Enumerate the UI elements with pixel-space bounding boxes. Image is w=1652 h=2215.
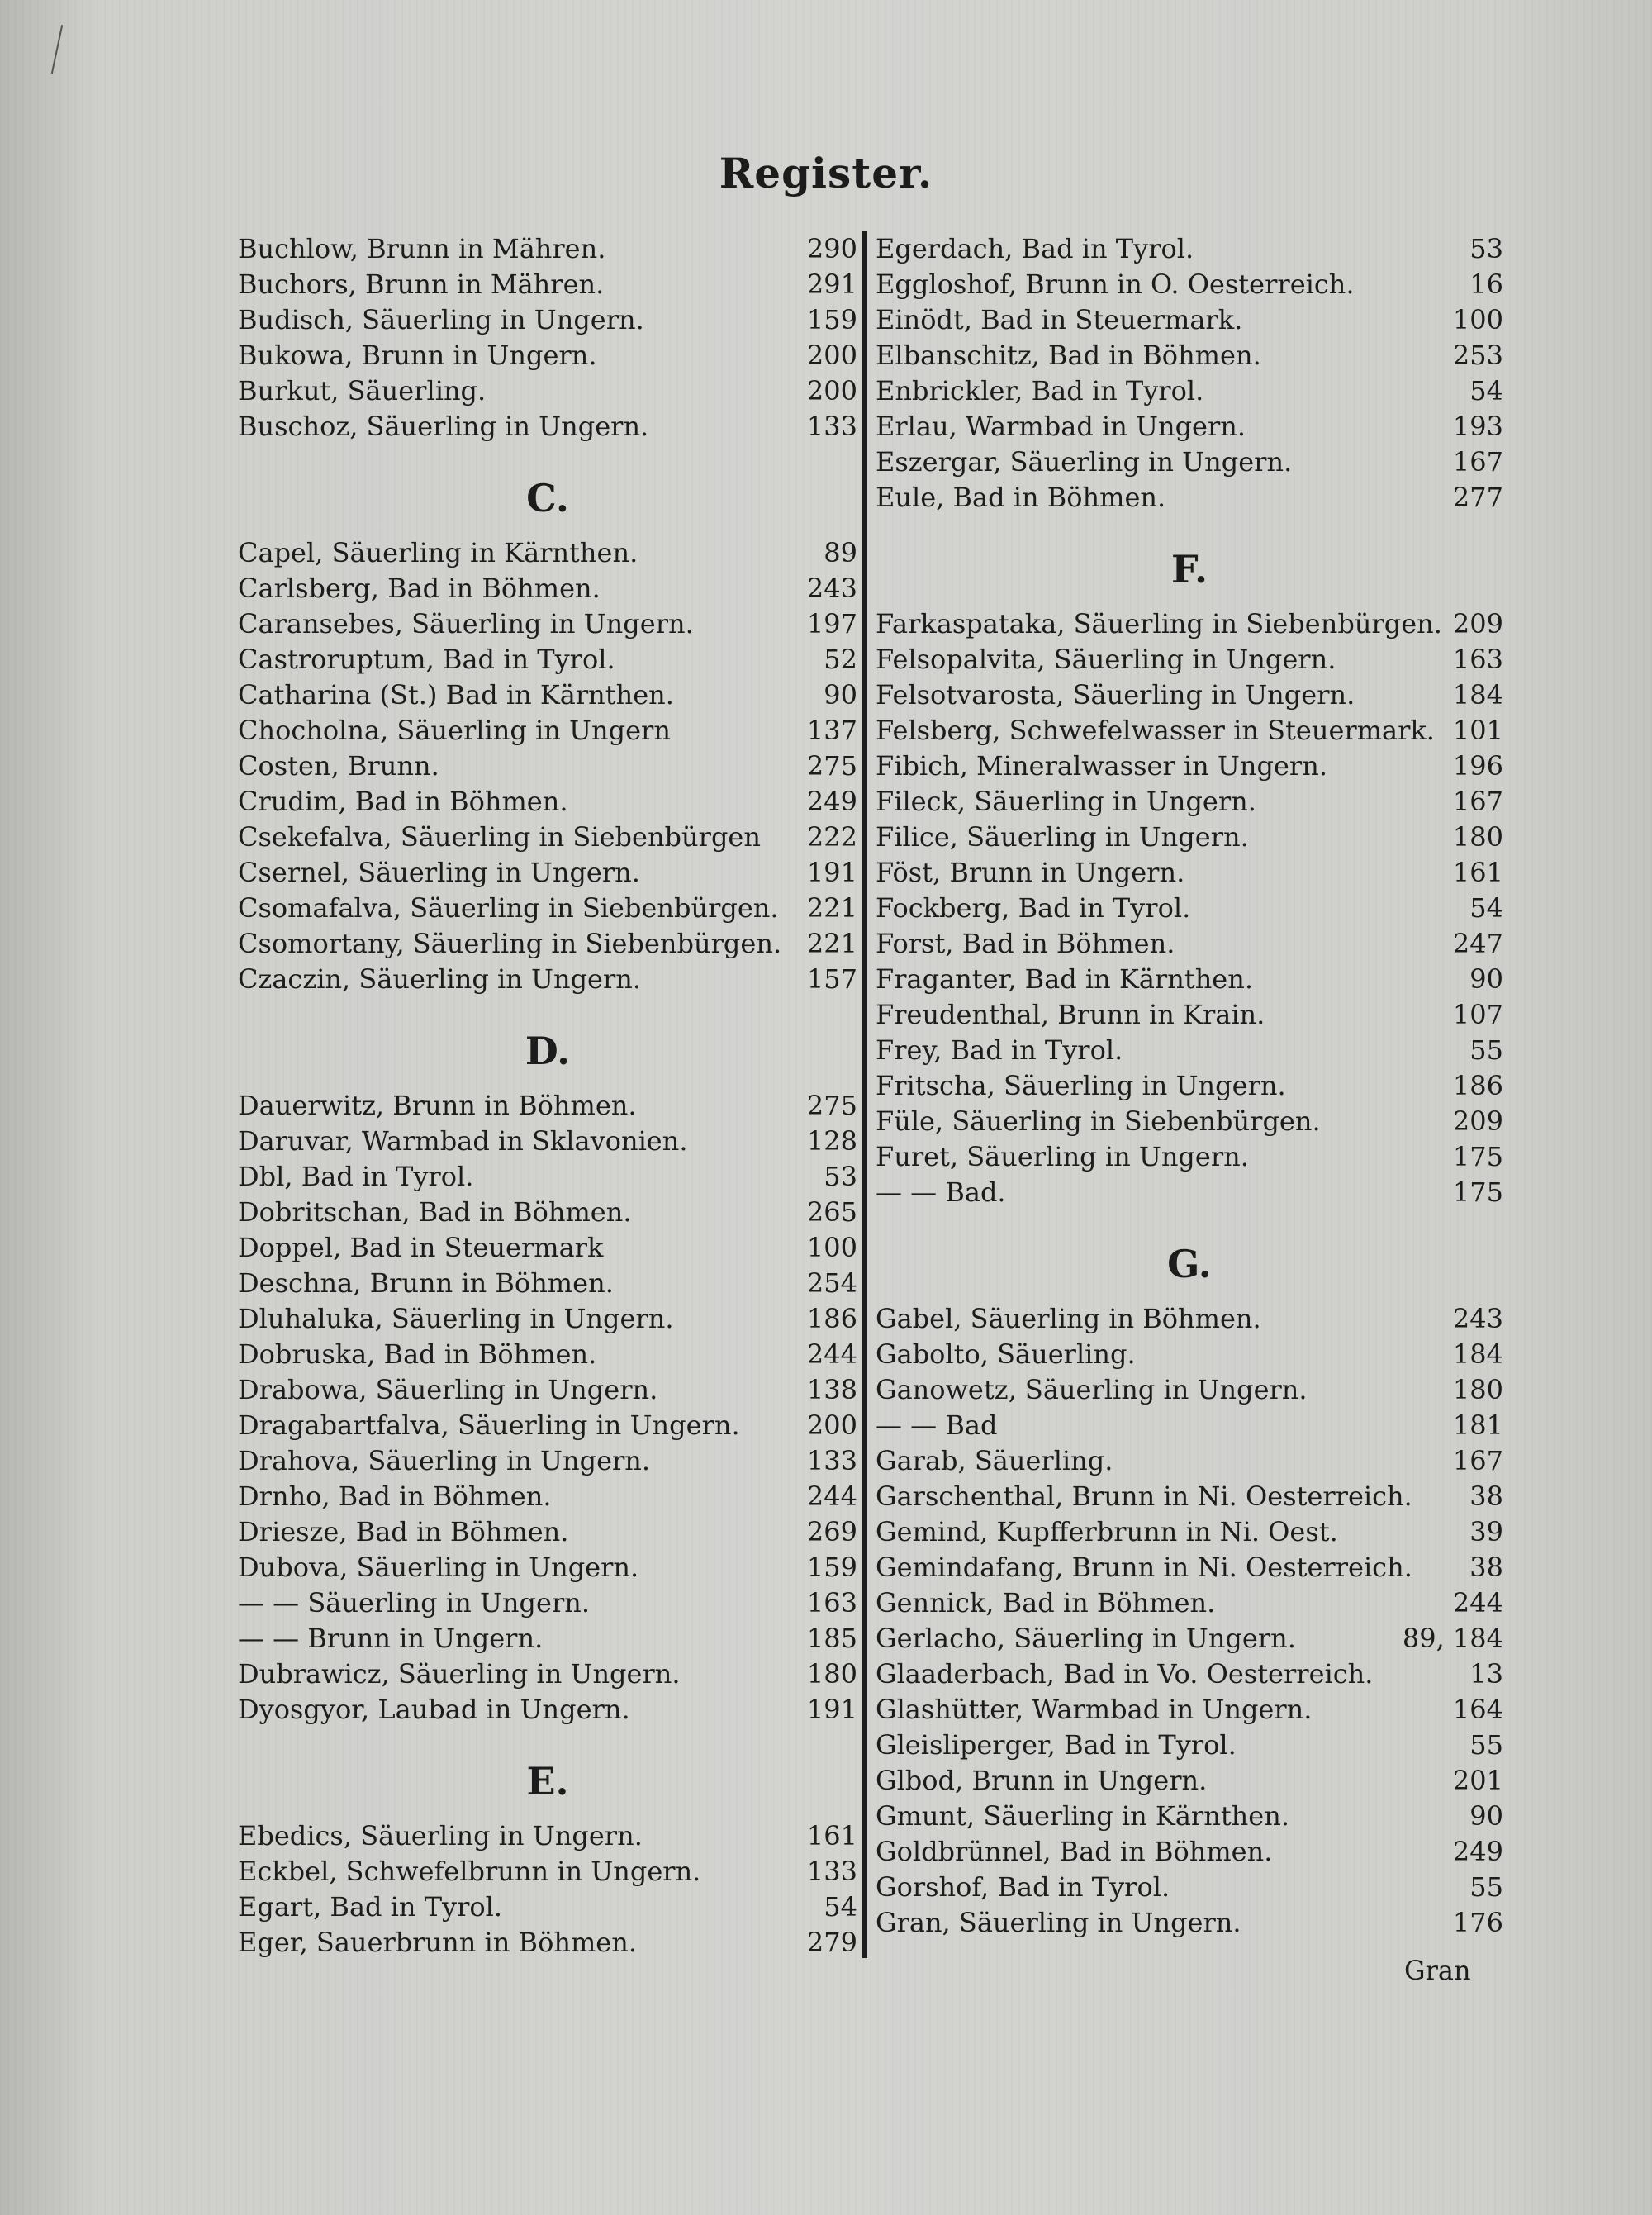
index-entry-row [876, 444, 1503, 480]
page-edge-mark [51, 25, 66, 74]
page-number: 222 [806, 821, 857, 853]
index-entry-row [238, 1692, 857, 1728]
page-number: 191 [806, 1694, 857, 1725]
index-entry-row [876, 855, 1503, 891]
index-entry-row [238, 338, 857, 373]
page-number: 52 [824, 644, 857, 675]
page-number: 38 [1469, 1481, 1503, 1512]
page-number: 39 [1469, 1516, 1503, 1547]
entry-text: Capel, Säuerling in Kärnthen. [238, 537, 638, 568]
page-number: 196 [1452, 750, 1503, 782]
entry-text: Gleisliperger, Bad in Tyrol. [876, 1729, 1237, 1761]
index-entry-row [876, 1728, 1503, 1763]
page-number: 133 [806, 1445, 857, 1476]
column-divider [862, 231, 867, 1958]
page-number: 175 [1452, 1176, 1503, 1208]
page-number: 181 [1452, 1409, 1503, 1441]
page-number: 247 [1452, 928, 1503, 959]
page-number: 100 [1452, 304, 1503, 335]
index-entry-row [876, 1443, 1503, 1479]
index-entry-row [238, 1124, 857, 1159]
index-entry-row [876, 1692, 1503, 1728]
entry-text: Costen, Brunn. [238, 750, 439, 782]
entry-text: Fockberg, Bad in Tyrol. [876, 892, 1191, 924]
index-entry-row [238, 820, 857, 855]
entry-text: Dobruska, Bad in Böhmen. [238, 1338, 597, 1370]
entry-text: Carlsberg, Bad in Böhmen. [238, 573, 601, 604]
page-number: 138 [806, 1374, 857, 1405]
entry-text: Gorshof, Bad in Tyrol. [876, 1871, 1170, 1903]
entry-text: Csekefalva, Säuerling in Siebenbürgen [238, 821, 761, 853]
entry-text: Catharina (St.) Bad in Kärnthen. [238, 679, 674, 711]
page-number: 249 [1452, 1836, 1503, 1867]
page-number: 167 [1452, 1445, 1503, 1476]
entry-text: Eger, Sauerbrunn in Böhmen. [238, 1927, 637, 1958]
page-number: 161 [806, 1820, 857, 1851]
index-entry-row [876, 606, 1503, 642]
page-number: 13 [1469, 1658, 1503, 1690]
entry-text: Burkut, Säuerling. [238, 375, 487, 406]
page-number: 55 [1469, 1729, 1503, 1761]
index-entry-row [238, 1621, 857, 1656]
index-entry-row [238, 713, 857, 749]
page-number: 221 [806, 928, 857, 959]
section-letter: G. [1167, 1242, 1212, 1286]
entry-text: Föst, Brunn in Ungern. [876, 857, 1185, 888]
index-entry-row [238, 1443, 857, 1479]
index-entry-row [238, 1479, 857, 1514]
index-entry-row [876, 1514, 1503, 1550]
entry-text: Csernel, Säuerling in Ungern. [238, 857, 640, 888]
page-number: 89, 184 [1402, 1623, 1503, 1654]
index-entry-row [876, 480, 1503, 516]
index-entry-row [238, 855, 857, 891]
index-entry-row [238, 1372, 857, 1408]
entry-text: Dobritschan, Bad in Böhmen. [238, 1196, 632, 1228]
page-number: 200 [806, 340, 857, 371]
entry-text: Freudenthal, Brunn in Krain. [876, 999, 1265, 1030]
index-entry-row [876, 302, 1503, 338]
index-entry-row [238, 409, 857, 444]
page-number: 200 [806, 1409, 857, 1441]
entry-text: Castroruptum, Bad in Tyrol. [238, 644, 615, 675]
section-letter: F. [1170, 547, 1208, 592]
index-entry-row [876, 1870, 1503, 1905]
index-entry-row [238, 784, 857, 820]
entry-text: Daruvar, Warmbad in Sklavonien. [238, 1125, 688, 1157]
page-number: 161 [1452, 857, 1503, 888]
page-number: 90 [824, 679, 857, 711]
left-column [238, 231, 857, 1961]
entry-text: Budisch, Säuerling in Ungern. [238, 304, 644, 335]
page-number: 164 [1452, 1694, 1503, 1725]
page-number: 54 [1469, 375, 1503, 406]
index-entry-row [238, 302, 857, 338]
entry-text: Gabolto, Säuerling. [876, 1338, 1136, 1370]
index-entry-row [238, 1925, 857, 1961]
page-number: 184 [1452, 679, 1503, 711]
entry-text: Csomafalva, Säuerling in Siebenbürgen. [238, 892, 779, 924]
page-number: 244 [806, 1338, 857, 1370]
page-number: 186 [1452, 1070, 1503, 1101]
entry-text: Drnho, Bad in Böhmen. [238, 1481, 552, 1512]
page-number: 55 [1469, 1034, 1503, 1066]
index-entry-row [876, 409, 1503, 444]
index-entry-row [238, 1266, 857, 1301]
index-entry-row [876, 1301, 1503, 1337]
page-number: 197 [806, 608, 857, 639]
entry-text: — — Bad. [876, 1176, 1006, 1208]
entry-text: Fibich, Mineralwasser in Ungern. [876, 750, 1327, 782]
page-number: 133 [806, 411, 857, 442]
index-entry-row [238, 1301, 857, 1337]
index-entry-row [238, 749, 857, 784]
page-number: 209 [1452, 608, 1503, 639]
page-number: 54 [1469, 892, 1503, 924]
index-entry-row [876, 1799, 1503, 1834]
entry-text: Eggloshof, Brunn in O. Oesterreich. [876, 269, 1355, 300]
page-number: 53 [824, 1161, 857, 1192]
page-number: 157 [806, 963, 857, 995]
entry-text: Gennick, Bad in Böhmen. [876, 1587, 1216, 1618]
entry-text: Dbl, Bad in Tyrol. [238, 1161, 474, 1192]
page-number: 16 [1469, 269, 1503, 300]
entry-text: Garschenthal, Brunn in Ni. Oesterreich. [876, 1481, 1412, 1512]
page-title: Register. [719, 149, 933, 197]
page-number: 55 [1469, 1871, 1503, 1903]
entry-text: Eszergar, Säuerling in Ungern. [876, 446, 1293, 478]
entry-text: Gran, Säuerling in Ungern. [876, 1907, 1241, 1938]
entry-text: Enbrickler, Bad in Tyrol. [876, 375, 1204, 406]
index-entry-row [238, 1550, 857, 1585]
index-entry-row [876, 677, 1503, 713]
entry-text: Doppel, Bad in Steuermark [238, 1232, 604, 1263]
page-number: 200 [806, 375, 857, 406]
page-number: 191 [806, 857, 857, 888]
page-number: 277 [1452, 482, 1503, 513]
entry-text: — — Brunn in Ungern. [238, 1623, 544, 1654]
page-number: 193 [1452, 411, 1503, 442]
entry-text: Buschoz, Säuerling in Ungern. [238, 411, 649, 442]
index-entry-row [876, 1479, 1503, 1514]
page-number: 243 [806, 573, 857, 604]
page-number: 291 [806, 269, 857, 300]
index-entry-row [876, 1550, 1503, 1585]
index-entry-row [876, 784, 1503, 820]
page-number: 269 [806, 1516, 857, 1547]
entry-text: Egart, Bad in Tyrol. [238, 1891, 503, 1923]
entry-text: Dragabartfalva, Säuerling in Ungern. [238, 1409, 740, 1441]
entry-text: Dubova, Säuerling in Ungern. [238, 1552, 639, 1583]
entry-text: Driesze, Bad in Böhmen. [238, 1516, 569, 1547]
entry-text: Fraganter, Bad in Kärnthen. [876, 963, 1254, 995]
index-entry-row [238, 1159, 857, 1195]
index-entry-row [238, 1656, 857, 1692]
index-entry-row [238, 267, 857, 302]
entry-text: Felsberg, Schwefelwasser in Steuermark. [876, 715, 1435, 746]
index-entry-row [876, 1104, 1503, 1139]
index-entry-row [876, 1656, 1503, 1692]
page-number: 159 [806, 1552, 857, 1583]
index-entry-row [238, 1230, 857, 1266]
section-letter: C. [526, 476, 569, 520]
entry-text: Furet, Säuerling in Ungern. [876, 1141, 1249, 1172]
page-number: 290 [806, 233, 857, 264]
index-entry-row [876, 267, 1503, 302]
page-number: 175 [1452, 1141, 1503, 1172]
entry-text: Drahova, Säuerling in Ungern. [238, 1445, 651, 1476]
index-entry-row [876, 373, 1503, 409]
index-entry-row [876, 1585, 1503, 1621]
index-entry-row [876, 1033, 1503, 1068]
entry-text: Glaaderbach, Bad in Vo. Oesterreich. [876, 1658, 1374, 1690]
index-entry-row [238, 1889, 857, 1925]
entry-text: Dauerwitz, Brunn in Böhmen. [238, 1090, 637, 1121]
page-number: 279 [806, 1927, 857, 1958]
page-number: 243 [1452, 1303, 1503, 1334]
index-entry-row [876, 1408, 1503, 1443]
index-entry-row [876, 1621, 1503, 1656]
page-number: 100 [806, 1232, 857, 1263]
entry-text: Chocholna, Säuerling in Ungern [238, 715, 671, 746]
page-number: 53 [1469, 233, 1503, 264]
index-entry-row [238, 1818, 857, 1854]
page-number: 38 [1469, 1552, 1503, 1583]
page-number: 133 [806, 1856, 857, 1887]
index-entry-row [876, 231, 1503, 267]
page-number: 275 [806, 1090, 857, 1121]
page-number: 275 [806, 750, 857, 782]
entry-text: Felsotvarosta, Säuerling in Ungern. [876, 679, 1355, 711]
index-entry-row [238, 926, 857, 962]
page-number: 253 [1452, 340, 1503, 371]
entry-text: Goldbrünnel, Bad in Böhmen. [876, 1836, 1273, 1867]
page-number: 201 [1452, 1765, 1503, 1796]
page-number: 184 [1452, 1338, 1503, 1370]
entry-text: Eckbel, Schwefelbrunn in Ungern. [238, 1856, 701, 1887]
entry-text: Ebedics, Säuerling in Ungern. [238, 1820, 643, 1851]
page-number: 249 [806, 786, 857, 817]
index-entry-row [238, 1337, 857, 1372]
page-number: 54 [824, 1891, 857, 1923]
page-number: 185 [806, 1623, 857, 1654]
index-entry-row [238, 571, 857, 606]
entry-text: Glashütter, Warmbad in Ungern. [876, 1694, 1313, 1725]
entry-text: Gmunt, Säuerling in Kärnthen. [876, 1800, 1289, 1832]
page-number: 159 [806, 304, 857, 335]
index-entry-row [876, 1139, 1503, 1175]
entry-text: Glbod, Brunn in Ungern. [876, 1765, 1208, 1796]
entry-text: Dubrawicz, Säuerling in Ungern. [238, 1658, 681, 1690]
entry-text: Eule, Bad in Böhmen. [876, 482, 1166, 513]
page-number: 176 [1452, 1907, 1503, 1938]
page-number: 244 [806, 1481, 857, 1512]
index-entry-row [876, 1175, 1503, 1210]
entry-text: Gerlacho, Säuerling in Ungern. [876, 1623, 1296, 1654]
index-entry-row [876, 749, 1503, 784]
entry-text: Farkaspataka, Säuerling in Siebenbürgen. [876, 608, 1442, 639]
page-number: 221 [806, 892, 857, 924]
page-number: 180 [1452, 1374, 1503, 1405]
index-entry-row [876, 713, 1503, 749]
index-entry-row [876, 338, 1503, 373]
index-entry-row [238, 1408, 857, 1443]
page-number: 167 [1452, 786, 1503, 817]
page-number: 128 [806, 1125, 857, 1157]
page-number: 90 [1469, 963, 1503, 995]
index-entry-row [876, 1068, 1503, 1104]
page-number: 265 [806, 1196, 857, 1228]
entry-text: Deschna, Brunn in Böhmen. [238, 1267, 614, 1299]
index-entry-row [876, 1337, 1503, 1372]
catchword: Gran [1404, 1955, 1471, 1986]
index-entry-row [238, 962, 857, 997]
entry-text: Buchors, Brunn in Mähren. [238, 269, 605, 300]
index-entry-row [238, 1854, 857, 1889]
page-number: 244 [1452, 1587, 1503, 1618]
entry-text: Fileck, Säuerling in Ungern. [876, 786, 1256, 817]
entry-text: Gabel, Säuerling in Böhmen. [876, 1303, 1261, 1334]
entry-text: Gemindafang, Brunn in Ni. Oesterreich. [876, 1552, 1412, 1583]
right-column [876, 231, 1503, 1941]
entry-text: Caransebes, Säuerling in Ungern. [238, 608, 694, 639]
index-entry-row [238, 1088, 857, 1124]
entry-text: Crudim, Bad in Böhmen. [238, 786, 568, 817]
entry-text: Einödt, Bad in Steuermark. [876, 304, 1243, 335]
index-entry-row [238, 606, 857, 642]
entry-text: Bukowa, Brunn in Ungern. [238, 340, 597, 371]
index-entry-row [876, 891, 1503, 926]
entry-text: Frey, Bad in Tyrol. [876, 1034, 1123, 1066]
entry-text: Erlau, Warmbad in Ungern. [876, 411, 1246, 442]
section-letter: D. [525, 1029, 571, 1073]
entry-text: Filice, Säuerling in Ungern. [876, 821, 1249, 853]
section-letter: E. [526, 1759, 569, 1804]
index-entry-row [876, 1834, 1503, 1870]
index-entry-row [238, 373, 857, 409]
entry-text: Egerdach, Bad in Tyrol. [876, 233, 1194, 264]
entry-text: Füle, Säuerling in Siebenbürgen. [876, 1105, 1321, 1137]
entry-text: Elbanschitz, Bad in Böhmen. [876, 340, 1261, 371]
index-entry-row [238, 1514, 857, 1550]
index-entry-row [238, 677, 857, 713]
entry-text: Forst, Bad in Böhmen. [876, 928, 1175, 959]
page-number: 209 [1452, 1105, 1503, 1137]
page-number: 180 [1452, 821, 1503, 853]
index-entry-row [238, 642, 857, 677]
index-entry-row [876, 926, 1503, 962]
entry-text: Buchlow, Brunn in Mähren. [238, 233, 606, 264]
index-entry-row [238, 891, 857, 926]
page-number: 167 [1452, 446, 1503, 478]
entry-text: Ganowetz, Säuerling in Ungern. [876, 1374, 1308, 1405]
entry-text: — — Bad [876, 1409, 998, 1441]
entry-text: Dluhaluka, Säuerling in Ungern. [238, 1303, 674, 1334]
index-entry-row [238, 535, 857, 571]
index-entry-row [238, 1195, 857, 1230]
entry-text: Felsopalvita, Säuerling in Ungern. [876, 644, 1336, 675]
index-entry-row [238, 231, 857, 267]
index-entry-row [876, 820, 1503, 855]
entry-text: — — Säuerling in Ungern. [238, 1587, 591, 1618]
index-entry-row [238, 1585, 857, 1621]
entry-text: Gemind, Kupfferbrunn in Ni. Oest. [876, 1516, 1338, 1547]
page-number: 254 [806, 1267, 857, 1299]
entry-text: Csomortany, Säuerling in Siebenbürgen. [238, 928, 782, 959]
index-entry-row [876, 1372, 1503, 1408]
index-entry-row [876, 1905, 1503, 1941]
page-number: 186 [806, 1303, 857, 1334]
page-number: 180 [806, 1658, 857, 1690]
index-entry-row [876, 962, 1503, 997]
page-number: 90 [1469, 1800, 1503, 1832]
page-number: 137 [806, 715, 857, 746]
page-number: 101 [1452, 715, 1503, 746]
page-number: 89 [824, 537, 857, 568]
entry-text: Dyosgyor, Laubad in Ungern. [238, 1694, 630, 1725]
entry-text: Drabowa, Säuerling in Ungern. [238, 1374, 658, 1405]
entry-text: Fritscha, Säuerling in Ungern. [876, 1070, 1286, 1101]
index-entry-row [876, 1763, 1503, 1799]
index-entry-row [876, 997, 1503, 1033]
page-number: 107 [1452, 999, 1503, 1030]
page-number: 163 [806, 1587, 857, 1618]
entry-text: Garab, Säuerling. [876, 1445, 1113, 1476]
entry-text: Czaczin, Säuerling in Ungern. [238, 963, 642, 995]
index-entry-row [876, 642, 1503, 677]
page-number: 163 [1452, 644, 1503, 675]
